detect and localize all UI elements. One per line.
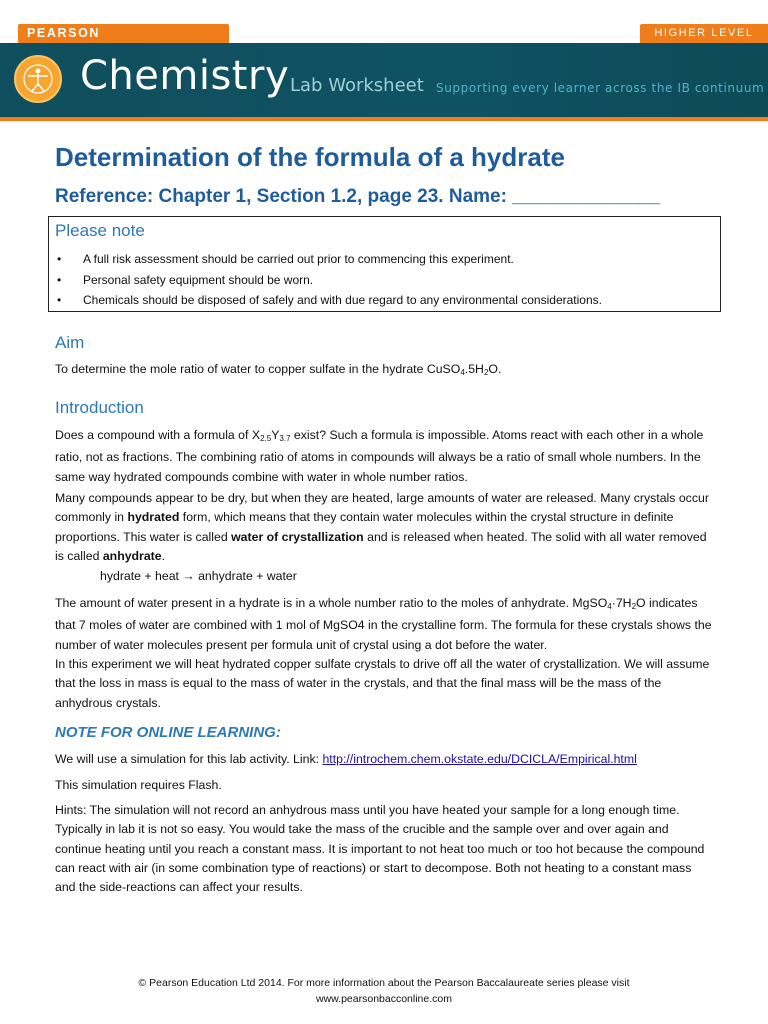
- intro-paragraph-3: The amount of water present in a hydrate is in a whole number ratio to the moles of anhydrate. $MgSO_4\cdot 7H_2O$ indicates that 7 moles of water are combined with 1 mol of MgSO4 in the crystalline form. The formula for these crystals shows the number of water molecules present per formula unit of crystal using a dot before the water.: [55, 596, 712, 652]
- brand-label: PEARSON: [18, 24, 229, 43]
- aim-text: To determine the mole ratio of water to copper sulfate in the hydrate $CuSO_4.5H_2O$.: [55, 362, 502, 377]
- copyright-line: © Pearson Education Ltd 2014. For more information about the Pearson Baccalaureate series please visit: [138, 977, 630, 989]
- online-learning-heading: NOTE FOR ONLINE LEARNING:: [55, 724, 281, 741]
- intro-paragraph-4: In this experiment we will heat hydrated copper sulfate crystals to drive off all the water of crystallization. We will assume that the loss in mass is equal to the mass of water in the crystals, and that the final mass will be the mass of the anhydrous crystals.: [55, 657, 710, 710]
- list-item: • A full risk assessment should be carried out prior to commencing this experiment.: [57, 252, 514, 266]
- list-item: • Chemicals should be disposed of safely and with due regard to any environmental considerations.: [57, 293, 602, 307]
- bullet-icon: •: [57, 252, 62, 266]
- safety-note-box: [48, 216, 721, 312]
- bullet-icon: •: [57, 293, 62, 307]
- document-title: Determination of the formula of a hydrate: [55, 142, 565, 172]
- intro-paragraph-2: Many compounds appear to be dry, but when they are heated, large amounts of water are released. Many crystals occur commonly in hydrated form, which means that they contain water molecules within the crystal structure in definite proportions. This water is called water of crystallization and is released when heated. The solid with all water removed is called anhydrate.: [55, 491, 709, 563]
- title-banner: [0, 43, 768, 121]
- flash-note: This simulation requires Flash.: [55, 778, 222, 792]
- worksheet-label: Lab Worksheet: [290, 75, 424, 96]
- simulation-link[interactable]: http://introchem.chem.okstate.edu/DCICLA/Empirical.html: [322, 752, 637, 766]
- hints-paragraph: Hints: The simulation will not record an anhydrous mass until you have heated your sample for a long enough time. Typically in lab it is not so easy. You would take the mass of the crucible and the sample over and over again and continue heating until you reach a constant mass. It is important to not heat too much or too hot because the compound can react with air (in some combination type of reactions) or start to decompose. Both not heating to a constant mass and the side-reactions can affect your results.: [55, 803, 705, 895]
- note-heading: Please note: [55, 221, 145, 240]
- reference-line: Reference: Chapter 1, Section 1.2, page 23. Name: ______________: [55, 186, 661, 207]
- introduction-heading: Introduction: [55, 398, 144, 417]
- hydrate-equation: hydrate + heat → anhydrate + water: [100, 569, 297, 583]
- subject-title: Chemistry: [80, 53, 290, 99]
- bullet-icon: •: [57, 272, 62, 287]
- aim-heading: Aim: [55, 333, 85, 352]
- vitruvian-figure-icon: [14, 55, 62, 103]
- intro-paragraph-1: Does a compound with a formula of $X_{2.5}Y_{3.7}$ exist? Such a formula is impossible. Atoms react with each other in a whole ratio, not as fractions. The combining ratio of atoms in compounds will always be a ratio of small whole numbers. In the same way hydrated compounds combine with water in whole number ratios.: [55, 428, 704, 484]
- tagline: Supporting every learner across the IB continuum: [436, 81, 765, 95]
- note-list: [49, 250, 602, 312]
- footer-website: www.pearsonbacconline.com: [316, 992, 452, 1005]
- simulation-text: We will use a simulation for this lab activity. Link: http://introchem.chem.okstate.edu/DCICLA/Empirical.html: [55, 752, 637, 766]
- list-item: • Personal safety equipment should be worn.: [57, 272, 314, 287]
- level-badge: HIGHER LEVEL: [640, 24, 768, 43]
- page-footer: [0, 976, 768, 1007]
